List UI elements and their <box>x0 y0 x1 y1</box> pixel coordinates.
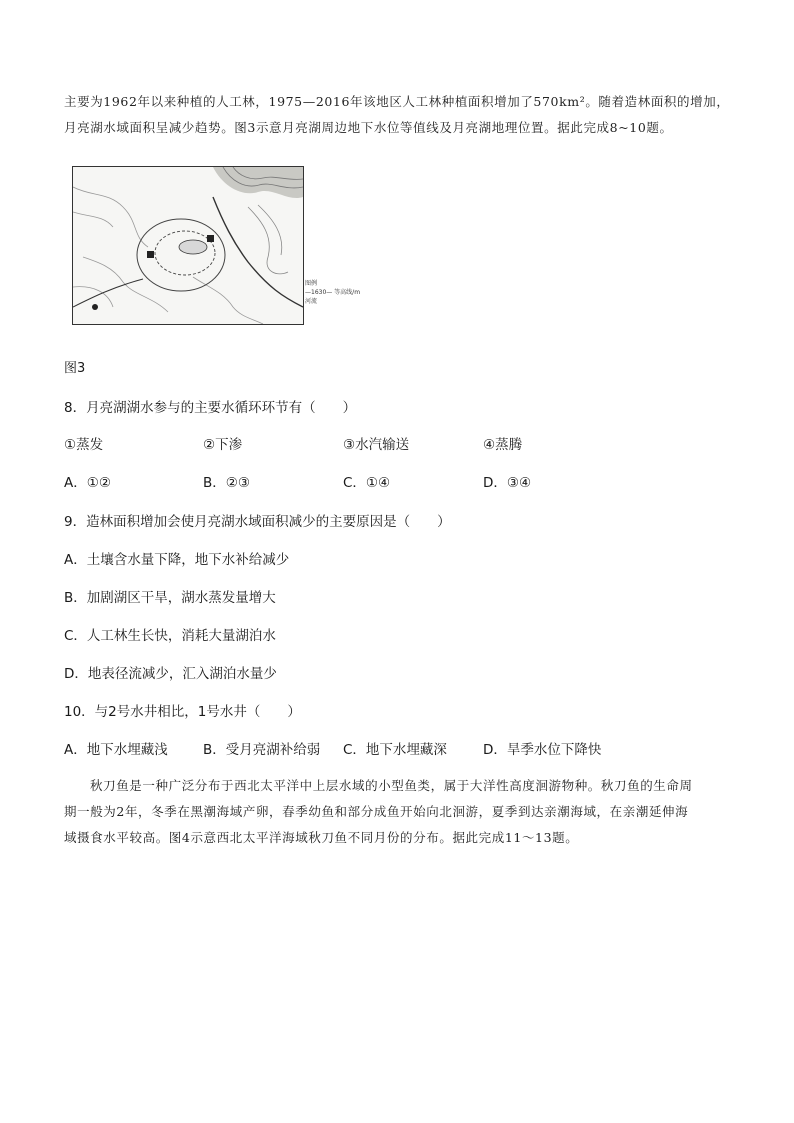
q8-item-3: ③水汽输送 <box>343 437 410 453</box>
question-9-stem: 9．造林面积增加会使月亮湖水域面积减少的主要原因是（ ） <box>64 514 451 530</box>
legend-contour: —1630— 等高线/m <box>305 289 361 296</box>
q8-option-d[interactable]: D．③④ <box>483 475 532 491</box>
q10-option-d[interactable]: D．旱季水位下降快 <box>483 742 602 758</box>
figure-caption: 图3 <box>64 361 86 376</box>
q8-option-b[interactable]: B．②③ <box>203 475 250 491</box>
passage2-line-1: 秋刀鱼是一种广泛分布于西北太平洋中上层水域的小型鱼类，属于大洋性高度洄游物种。秋刀鱼的生命周 <box>90 778 693 793</box>
q8-item-4: ④蒸腾 <box>483 437 523 453</box>
lake-map <box>73 167 303 324</box>
q8-item-2: ②下渗 <box>203 437 243 453</box>
q8-option-c[interactable]: C．①④ <box>343 475 391 491</box>
map-legend <box>305 278 360 305</box>
q8-option-a[interactable]: A．①② <box>64 475 111 491</box>
q9-option-a[interactable]: A．土壤含水量下降，地下水补给减少 <box>64 552 290 568</box>
q9-option-d[interactable]: D．地表径流减少，汇入湖泊水量少 <box>64 666 277 682</box>
intro-line-2: 月亮湖水域面积呈减少趋势。图3示意月亮湖周边地下水位等值线及月亮湖地理位置。据此完成8~10题。 <box>64 120 673 135</box>
lake-map-figure <box>72 166 304 325</box>
figure-title-strip <box>64 154 310 160</box>
passage2-line-3: 域摄食水平较高。图4示意西北太平洋海域秋刀鱼不同月份的分布。据此完成11～13题。 <box>64 830 579 845</box>
question-8-stem: 8．月亮湖湖水参与的主要水循环环节有（ ） <box>64 400 357 416</box>
intro-line-1: 主要为1962年以来种植的人工林，1975—2016年该地区人工林种植面积增加了570km²。随着造林面积的增加， <box>64 94 730 109</box>
q10-option-b[interactable]: B．受月亮湖补给弱 <box>203 742 321 758</box>
passage2-line-2: 期一般为2年，冬季在黑潮海域产卵，春季幼鱼和部分成鱼开始向北洄游，夏季到达亲潮海域，在亲潮延伸海 <box>64 804 689 819</box>
q10-option-c[interactable]: C．地下水埋藏深 <box>343 742 447 758</box>
legend-river: 河流 <box>305 298 318 305</box>
q9-option-b[interactable]: B．加剧湖区干旱，湖水蒸发量增大 <box>64 590 276 606</box>
q8-item-1: ①蒸发 <box>64 437 104 453</box>
legend-title: 图例 <box>305 280 318 287</box>
question-10-stem: 10．与2号水井相比，1号水井（ ） <box>64 704 301 720</box>
q10-option-a[interactable]: A．地下水埋藏浅 <box>64 742 168 758</box>
q9-option-c[interactable]: C．人工林生长快，消耗大量湖泊水 <box>64 628 276 644</box>
